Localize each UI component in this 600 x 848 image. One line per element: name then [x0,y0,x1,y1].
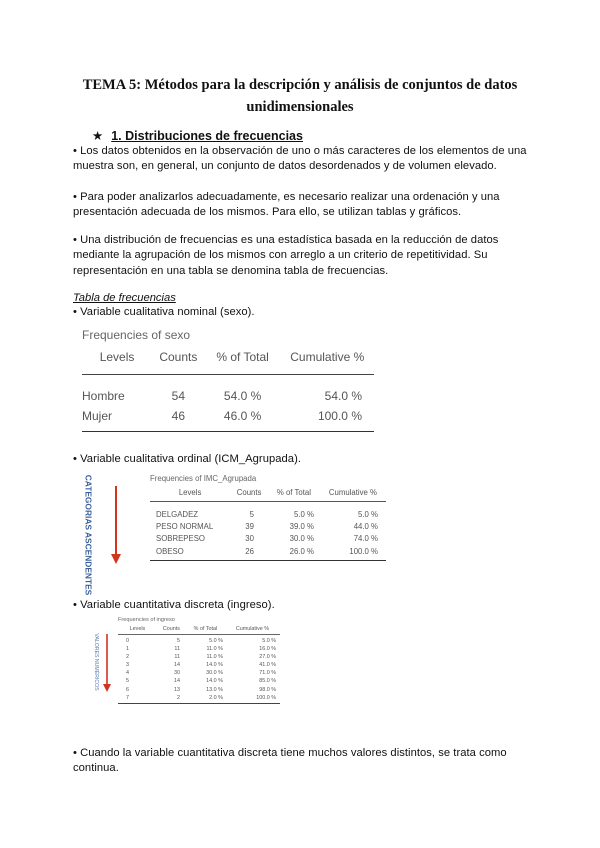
table-caption: Frequencies of ingreso [118,617,175,623]
table-cell: 11 [174,646,181,653]
table-cell: 5 [126,678,129,685]
table-row [150,521,386,533]
table-cell: 46.0 % [205,406,281,432]
col-header: Counts [152,350,205,375]
table-cell: 46 [152,406,205,432]
table-row [118,669,280,677]
table-cell: 100.0 % [225,694,280,704]
table-cell: 30.0 % [289,534,314,544]
table-cell: 1 [126,646,129,653]
col-header: % of Total [205,350,281,375]
table-cell: 13 [174,686,181,693]
table-row [118,677,280,685]
down-arrow-icon [102,634,112,694]
table-cell: 54.0 % [324,389,362,403]
table-caption: Frequencies of IMC_Agrupada [150,474,257,483]
table-cell: 54 [171,389,186,403]
col-header: % of Total [186,626,225,635]
col-header: Levels [118,626,157,635]
bullet-nominal: • Variable cualitativa nominal (sexo). [73,306,255,318]
page-title [0,74,600,118]
title-line-2: unidimensionales [246,99,354,115]
section-heading [92,128,303,143]
paragraph-3: • Una distribución de frecuencias es una estadística basada en la reducción de datos mediante la agrupación de los mismos con arreglo a un criterio de repetitividad. Su representación en una tabla se denomina tabla de frecuencias. [73,234,499,277]
table-cell: 26 [230,545,268,560]
table-row [150,545,386,560]
bullet-ordinal: • Variable cualitativa ordinal (ICM_Agrupada). [73,453,302,465]
table-cell: 16.0 % [259,646,276,653]
table-cell: Hombre [82,389,125,403]
col-header: Cumulative % [225,626,280,635]
table-cell: 100.0 % [281,406,374,432]
col-header: Levels [150,488,230,502]
table-cell: 2.0 % [186,694,225,704]
table-cell: 0 [126,638,129,644]
side-label-categorias [78,474,98,596]
table-cell: 14 [174,662,181,669]
table-cell: 2 [126,654,129,661]
table-row [150,533,386,545]
paragraph-2: • Para poder analizarlos adecuadamente, es necesario realizar una ordenación y una presentación adecuada de los mismos. Para ello, se utilizan tablas y gráficos. [73,191,500,219]
table-cell: 27.0 % [259,654,276,661]
table-cell: 44.0 % [353,522,378,532]
table-row [82,375,374,407]
table-cell: 6 [126,686,129,693]
frequency-table-imc [150,474,386,561]
col-header: Levels [82,350,152,375]
table-cell: 100.0 % [320,545,386,560]
down-arrow-icon [110,486,122,566]
title-line-1: TEMA 5: Métodos para la descripción y análisis de conjuntos de datos [82,77,518,93]
table-cell: 30.0 % [206,670,223,677]
star-icon: ★ [92,129,104,143]
table-cell: 2 [157,694,186,704]
table-cell: 41.0 % [259,662,276,669]
col-header: Counts [230,488,268,502]
table-cell: 54.0 % [223,389,262,403]
side-label-text: CATEGORIAS ASCENDENTES [83,474,94,596]
table-cell: 14 [174,678,181,685]
col-header: % of Total [268,488,320,502]
table-row [118,661,280,669]
subheading-tabla: Tabla de frecuencias [73,292,176,304]
table-cell: Mujer [82,406,152,432]
table-row [118,653,280,661]
table-cell: 11.0 % [206,646,223,653]
table-caption: Frequencies of sexo [82,328,191,342]
table-cell: 30 [174,670,181,677]
table-cell: 39.0 % [289,522,314,532]
paragraph-1: • Los datos obtenidos en la observación de uno o más caracteres de los elementos de una muestra son, en general, un conjunto de datos desordenados y de volumen elevado. [73,145,527,173]
frequency-table-ingreso [118,617,280,704]
table-cell: 74.0 % [353,534,378,544]
table-cell: 5.0 % [358,510,378,519]
bullet-discreta: • Variable cuantitativa discreta (ingreso). [73,599,275,611]
side-label-text: VALORES NUMÉRICOS [93,633,99,691]
table-cell: 4 [126,670,129,677]
col-header: Cumulative % [320,488,386,502]
frequency-table-sexo [82,328,374,432]
table-row [118,635,280,646]
col-header: Counts [157,626,186,635]
table-cell: 13.0 % [206,686,223,693]
table-cell: 11.0 % [206,654,223,661]
col-header: Cumulative % [281,350,374,375]
table-cell: 14.0 % [206,662,223,669]
table-row [82,406,374,432]
table-cell: 5.0 % [293,510,314,519]
table-cell: SOBREPESO [156,534,205,544]
table-cell: 26.0 % [268,545,320,560]
table-row [150,502,386,521]
table-cell: 71.0 % [259,670,276,677]
table-cell: PESO NORMAL [156,522,214,532]
table-cell: OBESO [150,545,230,560]
table-row [118,645,280,653]
table-cell: 39 [245,522,254,532]
table-cell: 5.0 % [262,638,276,644]
table-cell: 5.0 % [209,638,223,644]
section-title: 1. Distribuciones de frecuencias [111,129,303,143]
table-cell: 5 [249,510,254,519]
table-cell: 7 [118,694,157,704]
table-cell: 11 [174,654,181,661]
table-cell: 30 [245,534,254,544]
table-cell: DELGADEZ [156,510,199,519]
table-cell: 14.0 % [206,678,223,685]
table-row [118,694,280,704]
table-row [118,686,280,694]
paragraph-last: • Cuando la variable cuantitativa discreta tiene muchos valores distintos, se trata como continua. [73,747,507,775]
table-cell: 98.0 % [259,686,276,693]
table-cell: 5 [177,638,181,644]
table-cell: 85.0 % [259,678,276,685]
table-cell: 3 [126,662,129,669]
